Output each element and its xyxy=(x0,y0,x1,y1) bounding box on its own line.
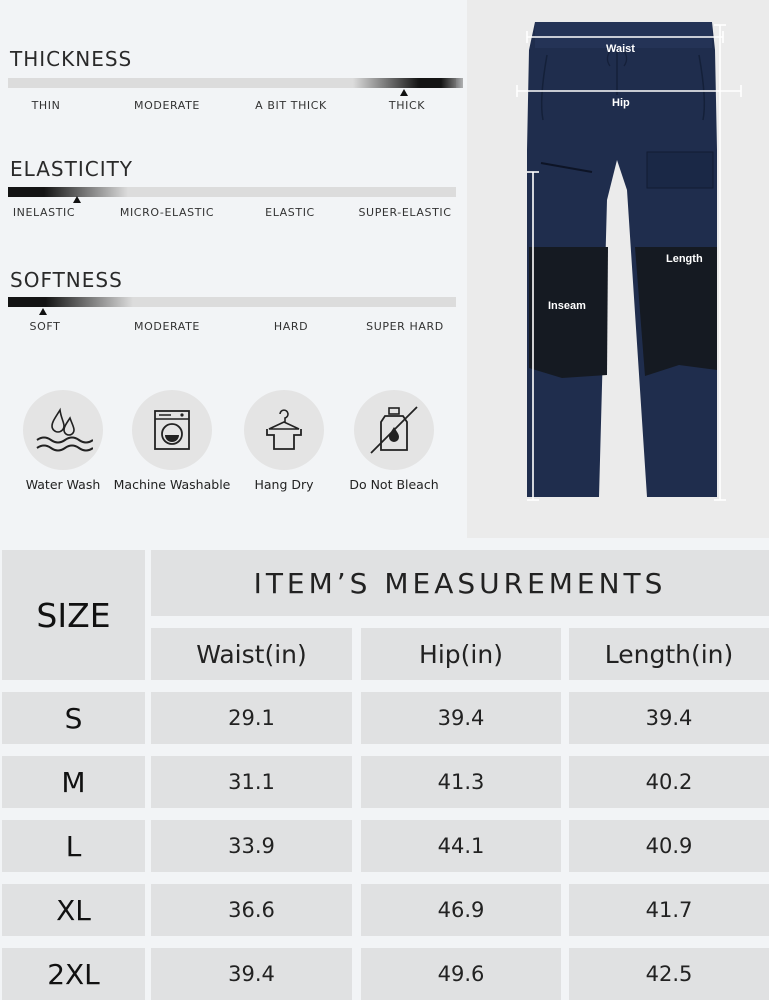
table-cell: 39.4 xyxy=(569,692,769,744)
table-cell: 49.6 xyxy=(361,948,561,1000)
pants-illustration xyxy=(467,0,769,538)
thickness-title: THICKNESS xyxy=(10,47,133,71)
table-cell: 29.1 xyxy=(151,692,352,744)
measurements-header: ITEM’S MEASUREMENTS xyxy=(151,550,769,616)
elasticity-level-inelastic: INELASTIC xyxy=(12,206,76,219)
size-cell-2xl: 2XL xyxy=(2,948,145,1000)
water-wash-icon xyxy=(23,390,103,470)
care-water-wash xyxy=(3,390,123,492)
waist-label: Waist xyxy=(606,43,635,55)
softness-level-soft: SOFT xyxy=(29,320,61,333)
table-cell: 39.4 xyxy=(361,692,561,744)
product-photo xyxy=(467,0,769,538)
table-cell: 40.9 xyxy=(569,820,769,872)
elasticity-level-elastic: ELASTIC xyxy=(265,206,315,219)
length-label: Length xyxy=(666,253,703,265)
table-cell: 46.9 xyxy=(361,884,561,936)
softness-level-moderate: MODERATE xyxy=(134,320,200,333)
elasticity-scale-fill xyxy=(8,187,128,197)
table-cell: 44.1 xyxy=(361,820,561,872)
table-cell: 42.5 xyxy=(569,948,769,1000)
care-machine-washable xyxy=(112,390,232,492)
softness-title: SOFTNESS xyxy=(10,268,123,292)
table-cell: 33.9 xyxy=(151,820,352,872)
table-cell: 41.3 xyxy=(361,756,561,808)
thickness-level-thin: THIN xyxy=(31,99,61,112)
elasticity-level-micro-elastic: MICRO-ELASTIC xyxy=(119,206,215,219)
hang-dry-icon xyxy=(244,390,324,470)
column-header-hip: Hip(in) xyxy=(361,628,561,680)
table-cell: 36.6 xyxy=(151,884,352,936)
care-label-do-not-bleach: Do Not Bleach xyxy=(349,477,439,492)
size-header: SIZE xyxy=(2,550,145,680)
elasticity-title: ELASTICITY xyxy=(10,157,134,181)
softness-scale-bar xyxy=(8,297,456,307)
softness-level-hard: HARD xyxy=(273,320,309,333)
care-label-hang-dry: Hang Dry xyxy=(254,477,314,492)
size-cell-xl: XL xyxy=(2,884,145,936)
column-header-length: Length(in) xyxy=(569,628,769,680)
table-cell: 40.2 xyxy=(569,756,769,808)
thickness-marker xyxy=(400,89,408,96)
elasticity-marker xyxy=(73,196,81,203)
softness-marker xyxy=(39,308,47,315)
thickness-level-moderate: MODERATE xyxy=(134,99,200,112)
elasticity-level-super-elastic: SUPER-ELASTIC xyxy=(358,206,452,219)
care-do-not-bleach xyxy=(334,390,454,492)
size-cell-m: M xyxy=(2,756,145,808)
size-cell-l: L xyxy=(2,820,145,872)
size-cell-s: S xyxy=(2,692,145,744)
column-header-waist: Waist(in) xyxy=(151,628,352,680)
thickness-scale-bar xyxy=(8,78,456,88)
hip-label: Hip xyxy=(612,97,630,109)
do-not-bleach-icon xyxy=(354,390,434,470)
thickness-level-thick: THICK xyxy=(388,99,426,112)
care-label-water-wash: Water Wash xyxy=(25,477,101,492)
thickness-level-a-bit-thick: A BIT THICK xyxy=(255,99,327,112)
table-cell: 31.1 xyxy=(151,756,352,808)
table-cell: 39.4 xyxy=(151,948,352,1000)
thickness-scale-fill xyxy=(353,78,463,88)
care-label-machine-washable: Machine Washable xyxy=(113,477,231,492)
care-hang-dry xyxy=(224,390,344,492)
machine-washable-icon xyxy=(132,390,212,470)
table-cell: 41.7 xyxy=(569,884,769,936)
softness-scale-fill xyxy=(8,297,133,307)
softness-level-super-hard: SUPER HARD xyxy=(366,320,444,333)
inseam-label: Inseam xyxy=(548,300,586,312)
